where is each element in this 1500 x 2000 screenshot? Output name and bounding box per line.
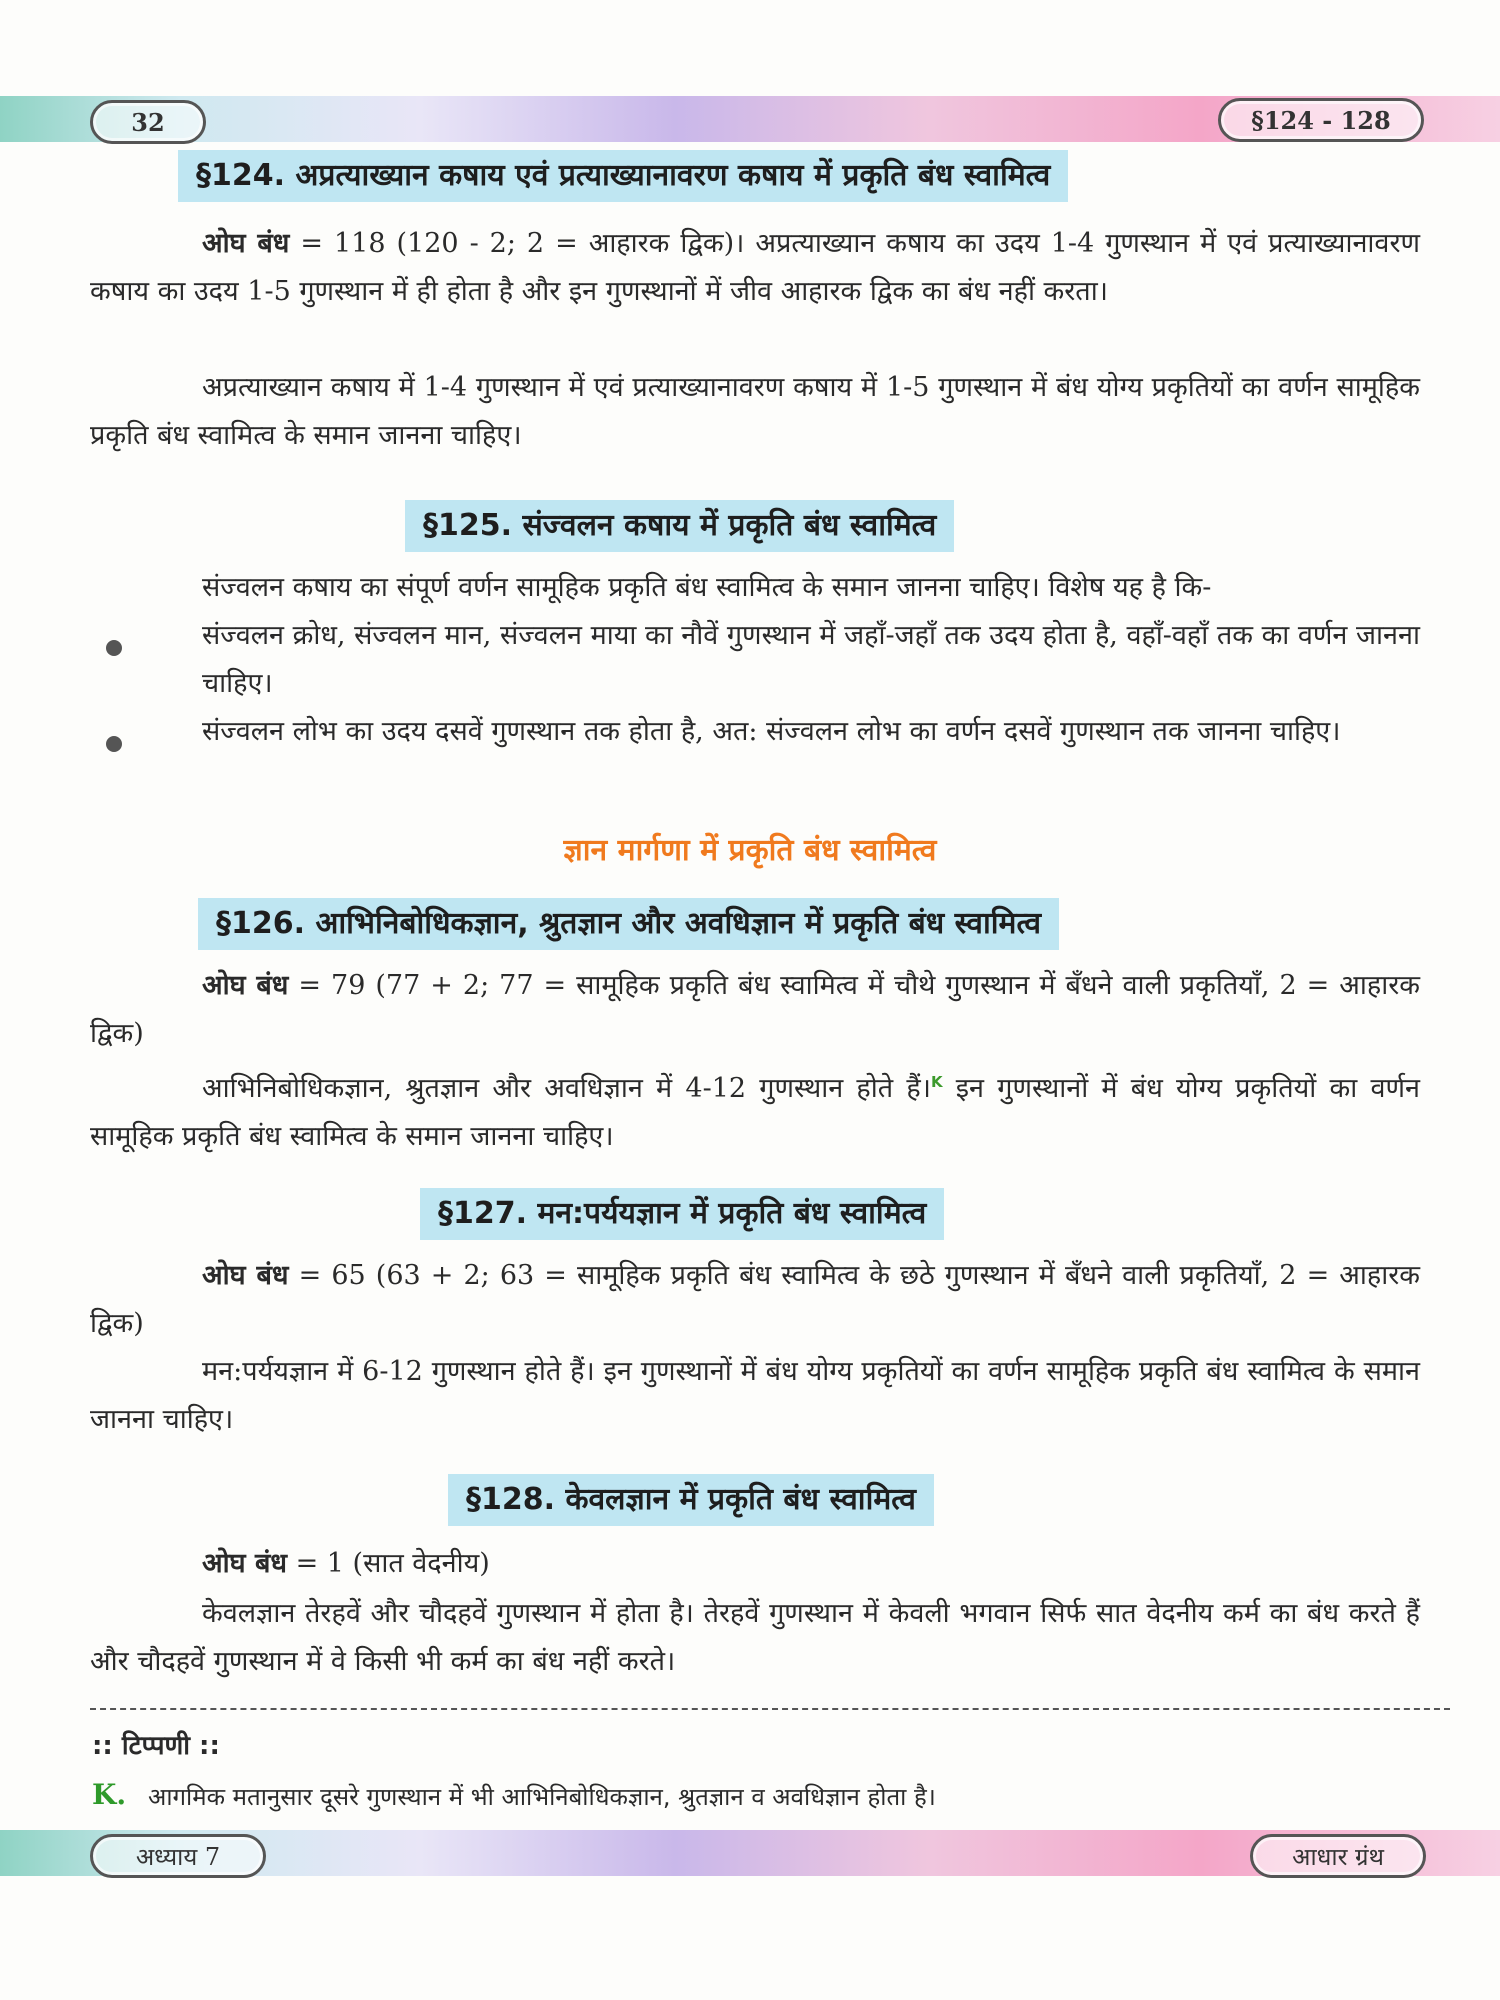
ogh-label: ओघ बंध [202, 1548, 287, 1579]
ogh-label: ओघ बंध [202, 228, 290, 259]
section-128-ogh-paragraph [90, 1540, 1420, 1588]
paragraph-text: अप्रत्याख्यान कषाय में 1-4 गुणस्थान में एवं प्रत्याख्यानावरण कषाय में 1-5 गुणस्थान में बंध योग्य प्रकृतियों का वर्णन सामूहिक प्रकृति बंध स्वामित्व के समान जानना चाहिए। [90, 372, 1420, 451]
ogh-label: ओघ बंध [202, 970, 289, 1001]
section-127-heading: §127. मन:पर्ययज्ञान में प्रकृति बंध स्वामित्व [420, 1188, 944, 1240]
paragraph-text: मन:पर्ययज्ञान में 6-12 गुणस्थान होते हैं। इन गुणस्थानों में बंध योग्य प्रकृतियों का वर्णन सामूहिक प्रकृति बंध स्वामित्व के समान जानना चाहिए। [90, 1356, 1420, 1435]
section-126-ogh-paragraph [90, 962, 1420, 1058]
note-marker-k: K. [92, 1778, 127, 1811]
note-text: आगमिक मतानुसार दूसरे गुणस्थान में भी आभिनिबोधिकज्ञान, श्रुतज्ञान व अवधिज्ञान होता है। [148, 1783, 936, 1811]
ogh-text: = 65 (63 + 2; 63 = सामूहिक प्रकृति बंध स्वामित्व के छठे गुणस्थान में बँधने वाली प्रकृतियाँ, 2 = आहारक द्विक) [90, 1260, 1420, 1339]
section-128-paragraph-2 [90, 1590, 1420, 1686]
section-128-heading: §128. केवलज्ञान में प्रकृति बंध स्वामित्व [448, 1474, 934, 1526]
paragraph-text: संज्वलन कषाय का संपूर्ण वर्णन सामूहिक प्रकृति बंध स्वामित्व के समान जानना चाहिए। विशेष यह है कि- [202, 572, 1212, 603]
book-label: आधार ग्रंथ [1250, 1834, 1426, 1878]
section-126-heading: §126. आभिनिबोधिकज्ञान, श्रुतज्ञान और अवधिज्ञान में प्रकृति बंध स्वामित्व [198, 898, 1059, 950]
page-number: 32 [90, 100, 206, 144]
section-125-bullet-2: संज्वलन लोभ का उदय दसवें गुणस्थान तक होता है, अत: संज्वलन लोभ का वर्णन दसवें गुणस्थान तक जानना चाहिए। [202, 716, 1341, 747]
paragraph-text: आभिनिबोधिकज्ञान, श्रुतज्ञान और अवधिज्ञान में 4-12 गुणस्थान होते हैं। [202, 1073, 931, 1104]
ogh-text: = 118 (120 - 2; 2 = आहारक द्विक)। अप्रत्याख्यान कषाय का उदय 1-4 गुणस्थान में एवं प्रत्याख्यानावरण कषाय का उदय 1-5 गुणस्थान में ही होता है और इन गुणस्थानों में जीव आहारक द्विक का बंध नहीं करता। [90, 228, 1421, 307]
notes-divider [90, 1708, 1450, 1710]
section-127-ogh-paragraph [90, 1252, 1420, 1348]
ogh-text: = 79 (77 + 2; 77 = सामूहिक प्रकृति बंध स्वामित्व में चौथे गुणस्थान में बँधने वाली प्रकृतियाँ, 2 = आहारक द्विक) [90, 970, 1421, 1049]
ogh-text: = 1 (सात वेदनीय) [287, 1548, 490, 1579]
section-126-paragraph-2 [90, 1058, 1420, 1161]
section-125-bullet-1: संज्वलन क्रोध, संज्वलन मान, संज्वलन माया का नौवें गुणस्थान में जहाँ-जहाँ तक उदय होता है, वहाँ-वहाँ तक का वर्णन जानना चाहिए। [202, 620, 1420, 699]
paragraph-text: केवलज्ञान तेरहवें और चौदहवें गुणस्थान में होता है। तेरहवें गुणस्थान में केवली भगवान सिर्फ सात वेदनीय कर्म का बंध करते हैं और चौदहवें गुणस्थान में वे किसी भी कर्म का बंध नहीं करते। [90, 1598, 1420, 1677]
section-127-paragraph-2 [90, 1348, 1420, 1444]
section-range: §124 - 128 [1218, 98, 1424, 142]
subheading-gyan-margana: ज्ञान मार्गणा में प्रकृति बंध स्वामित्व [563, 833, 937, 868]
bullet-dot [106, 640, 122, 656]
ogh-label: ओघ बंध [202, 1260, 289, 1291]
paragraph-text: इन गुणस्थानों में बंध योग्य प्रकृतियों का वर्णन सामूहिक प्रकृति बंध स्वामित्व के समान जानना चाहिए। [90, 1073, 1420, 1152]
footnote-marker-k[interactable]: K [930, 1073, 943, 1091]
chapter-label: अध्याय 7 [90, 1834, 266, 1878]
notes-title: :: टिप्पणी :: [92, 1731, 220, 1761]
section-125-paragraph-1 [90, 564, 1420, 612]
section-124-ogh-paragraph [90, 220, 1420, 316]
section-124-paragraph-2 [90, 364, 1420, 460]
section-124-heading: §124. अप्रत्याख्यान कषाय एवं प्रत्याख्यानावरण कषाय में प्रकृति बंध स्वामित्व [178, 150, 1068, 202]
bullet-dot [106, 736, 122, 752]
section-125-heading: §125. संज्वलन कषाय में प्रकृति बंध स्वामित्व [405, 500, 954, 552]
